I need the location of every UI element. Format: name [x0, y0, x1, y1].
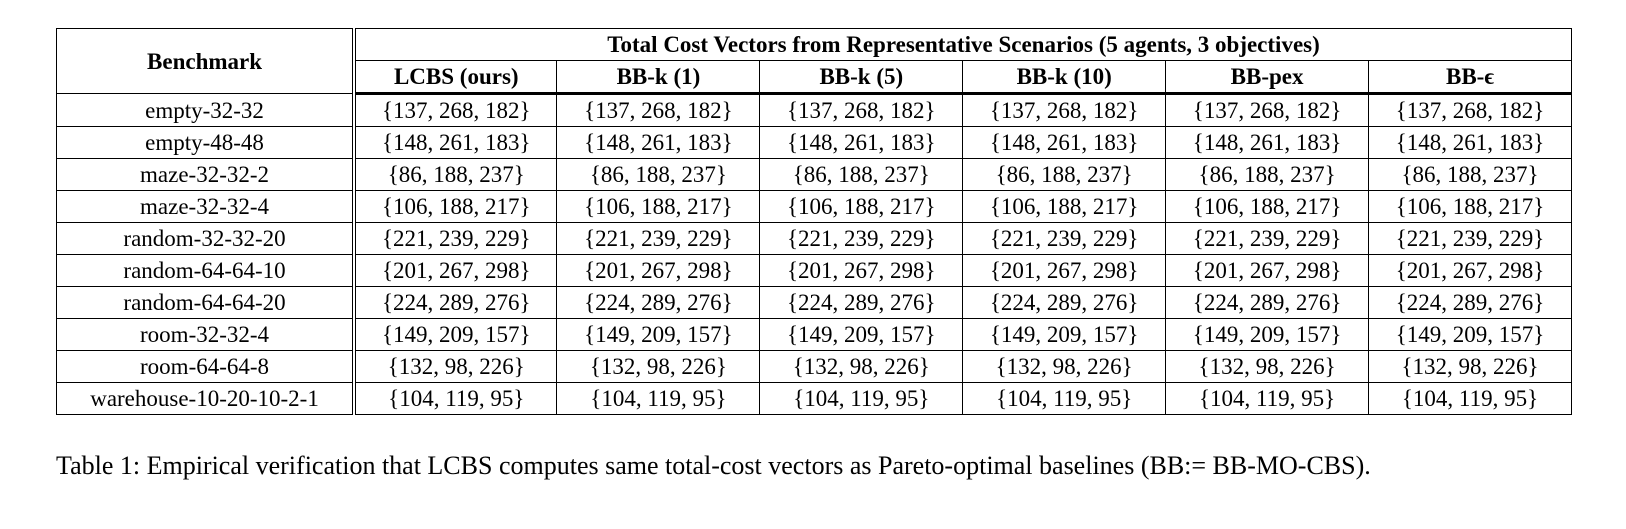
cost-vector-cell: {224, 289, 276} [1166, 287, 1369, 319]
column-header: LCBS (ours) [354, 61, 557, 94]
cost-vector-cell: {104, 119, 95} [354, 383, 557, 415]
cost-vector-cell: {104, 119, 95} [760, 383, 963, 415]
cost-vector-cell: {148, 261, 183} [557, 127, 760, 159]
cost-vector-cell: {149, 209, 157} [557, 319, 760, 351]
cost-vector-cell: {106, 188, 217} [557, 191, 760, 223]
cost-vector-cell: {201, 267, 298} [963, 255, 1166, 287]
table-row [57, 383, 1572, 415]
column-header: BB-pex [1166, 61, 1369, 94]
cost-vector-cell: {149, 209, 157} [1369, 319, 1572, 351]
cost-vector-cell: {104, 119, 95} [557, 383, 760, 415]
benchmark-cell: empty-32-32 [57, 94, 355, 127]
table-container [56, 28, 1572, 415]
cost-vector-cell: {221, 239, 229} [1166, 223, 1369, 255]
cost-vector-cell: {148, 261, 183} [1166, 127, 1369, 159]
table-caption: Table 1: Empirical verification that LCBS computes same total-cost vectors as Pareto-optimal baselines (BB:= BB-MO-CBS). [56, 451, 1371, 480]
cost-vector-cell: {86, 188, 237} [1369, 159, 1572, 191]
cost-vector-cell: {132, 98, 226} [557, 351, 760, 383]
cost-vector-cell: {224, 289, 276} [557, 287, 760, 319]
cost-vector-cell: {149, 209, 157} [1166, 319, 1369, 351]
cost-vector-cell: {148, 261, 183} [1369, 127, 1572, 159]
cost-vector-cell: {201, 267, 298} [557, 255, 760, 287]
benchmark-cell: warehouse-10-20-10-2-1 [57, 383, 355, 415]
benchmark-header: Benchmark [57, 29, 355, 94]
cost-vector-cell: {221, 239, 229} [557, 223, 760, 255]
table-row [57, 94, 1572, 127]
cost-vector-cell: {132, 98, 226} [1369, 351, 1572, 383]
cost-vector-cell: {104, 119, 95} [1166, 383, 1369, 415]
cost-vector-cell: {132, 98, 226} [760, 351, 963, 383]
cost-vector-cell: {106, 188, 217} [1369, 191, 1572, 223]
cost-vector-cell: {221, 239, 229} [1369, 223, 1572, 255]
benchmark-cell: maze-32-32-2 [57, 159, 355, 191]
table-row [57, 255, 1572, 287]
cost-vector-cell: {106, 188, 217} [760, 191, 963, 223]
cost-vector-cell: {86, 188, 237} [760, 159, 963, 191]
cost-vector-cell: {149, 209, 157} [963, 319, 1166, 351]
cost-vector-cell: {104, 119, 95} [1369, 383, 1572, 415]
column-header: BB-ϵ [1369, 61, 1572, 94]
cost-vector-cell: {224, 289, 276} [963, 287, 1166, 319]
benchmark-cell: room-64-64-8 [57, 351, 355, 383]
cost-vector-cell: {106, 188, 217} [1166, 191, 1369, 223]
cost-vector-cell: {137, 268, 182} [1369, 94, 1572, 127]
cost-vector-cell: {148, 261, 183} [963, 127, 1166, 159]
cost-vector-cell: {106, 188, 217} [963, 191, 1166, 223]
results-table [56, 28, 1572, 415]
cost-vector-cell: {86, 188, 237} [354, 159, 557, 191]
column-header: BB-k (1) [557, 61, 760, 94]
table-row [57, 127, 1572, 159]
benchmark-cell: empty-48-48 [57, 127, 355, 159]
table-row [57, 287, 1572, 319]
benchmark-cell: random-32-32-20 [57, 223, 355, 255]
cost-vector-cell: {86, 188, 237} [963, 159, 1166, 191]
cost-vector-cell: {148, 261, 183} [760, 127, 963, 159]
table-row [57, 159, 1572, 191]
cost-vector-cell: {137, 268, 182} [963, 94, 1166, 127]
cost-vector-cell: {86, 188, 237} [557, 159, 760, 191]
cost-vector-cell: {106, 188, 217} [354, 191, 557, 223]
cost-vector-cell: {221, 239, 229} [354, 223, 557, 255]
cost-vector-cell: {224, 289, 276} [1369, 287, 1572, 319]
table-row [57, 223, 1572, 255]
table-row [57, 351, 1572, 383]
cost-vector-cell: {221, 239, 229} [963, 223, 1166, 255]
cost-vector-cell: {132, 98, 226} [963, 351, 1166, 383]
table-row [57, 319, 1572, 351]
cost-vector-cell: {86, 188, 237} [1166, 159, 1369, 191]
column-header: BB-k (5) [760, 61, 963, 94]
benchmark-cell: random-64-64-10 [57, 255, 355, 287]
cost-vector-cell: {149, 209, 157} [760, 319, 963, 351]
cost-vector-cell: {137, 268, 182} [557, 94, 760, 127]
cost-vector-cell: {104, 119, 95} [963, 383, 1166, 415]
column-header: BB-k (10) [963, 61, 1166, 94]
cost-vector-cell: {201, 267, 298} [1369, 255, 1572, 287]
benchmark-cell: room-32-32-4 [57, 319, 355, 351]
cost-vector-cell: {137, 268, 182} [1166, 94, 1369, 127]
group-header: Total Cost Vectors from Representative Scenarios (5 agents, 3 objectives) [354, 29, 1571, 61]
benchmark-cell: random-64-64-20 [57, 287, 355, 319]
cost-vector-cell: {132, 98, 226} [354, 351, 557, 383]
cost-vector-cell: {221, 239, 229} [760, 223, 963, 255]
cost-vector-cell: {149, 209, 157} [354, 319, 557, 351]
cost-vector-cell: {201, 267, 298} [760, 255, 963, 287]
cost-vector-cell: {201, 267, 298} [1166, 255, 1369, 287]
cost-vector-cell: {224, 289, 276} [760, 287, 963, 319]
cost-vector-cell: {201, 267, 298} [354, 255, 557, 287]
cost-vector-cell: {137, 268, 182} [354, 94, 557, 127]
table-body [57, 94, 1572, 415]
cost-vector-cell: {137, 268, 182} [760, 94, 963, 127]
benchmark-cell: maze-32-32-4 [57, 191, 355, 223]
cost-vector-cell: {148, 261, 183} [354, 127, 557, 159]
cost-vector-cell: {132, 98, 226} [1166, 351, 1369, 383]
cost-vector-cell: {224, 289, 276} [354, 287, 557, 319]
table-row [57, 191, 1572, 223]
